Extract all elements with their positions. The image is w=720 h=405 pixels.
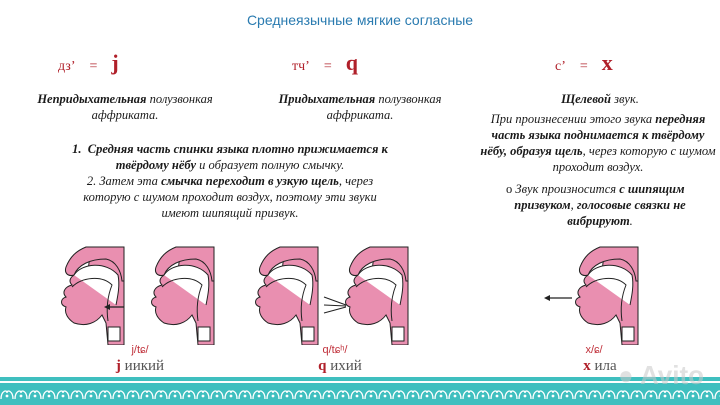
- cyrillic-sound: тч’: [292, 59, 310, 74]
- head-diagram-q-closed: [256, 247, 319, 345]
- desc-bold: Непридыхательная: [37, 92, 147, 106]
- word-letter: j: [115, 358, 121, 374]
- head-diagram-j-open: [152, 247, 215, 345]
- equals-sign: =: [89, 59, 98, 74]
- note-bold: Средняя часть спинки языка плотно прижимается к твёрдому нёбу: [87, 142, 388, 172]
- word-rest: ихий: [330, 358, 362, 374]
- desc-rest: звук.: [610, 92, 639, 106]
- word-rest: иикий: [124, 358, 165, 374]
- note-1: [50, 141, 410, 173]
- note-mid: ,: [570, 198, 577, 212]
- equation-x: [555, 50, 613, 76]
- note-rest: и образует полную смычку.: [196, 158, 345, 172]
- note-2: [50, 173, 410, 221]
- example-word-j: [90, 358, 190, 375]
- bullet-icon: o: [506, 182, 513, 196]
- equation-q: [292, 50, 358, 76]
- desc-bold: Щелевой: [561, 92, 611, 106]
- desc-bold: Придыхательная: [278, 92, 376, 106]
- articulation-diagrams: [0, 245, 720, 345]
- note-bold: смычка переходит в узкую щель: [161, 174, 339, 188]
- note-rest: , через которую с шумом проходит воздух, поэтому эти звуки имеют шипящий призвук.: [83, 174, 377, 220]
- note-bold: голосовые связки не вибрируют: [567, 198, 686, 228]
- cyrillic-sound: дз’: [58, 59, 76, 74]
- cyrillic-sound: с’: [555, 59, 566, 74]
- desc-rest: полузвонкая аффриката.: [326, 92, 442, 122]
- word-letter: q: [318, 358, 327, 374]
- description-j: [20, 91, 230, 123]
- note-bold: передняя часть языка поднимается к твёрдому нёбу, образуя щель: [480, 112, 706, 158]
- note-end: .: [629, 214, 633, 228]
- description-x: [520, 91, 680, 107]
- equals-sign: =: [323, 59, 332, 74]
- note-rest: , через которую с шумом проходит воздух.: [552, 144, 716, 174]
- fricative-note-1: [478, 111, 718, 175]
- word-rest: ила: [594, 358, 617, 374]
- equals-sign: =: [579, 59, 588, 74]
- desc-rest: полузвонкая аффриката.: [91, 92, 213, 122]
- airflow-arrows-icon: [324, 297, 346, 313]
- ipa-x: x/ɕ/: [585, 344, 603, 356]
- note-start: При произнесении этого звука: [490, 112, 656, 126]
- head-diagram-x: [576, 247, 639, 345]
- note-start: Звук произносится: [515, 182, 620, 196]
- description-q: [255, 91, 465, 123]
- head-diagram-q-open: [346, 247, 409, 345]
- fricative-note-2: [478, 181, 718, 229]
- ipa-j: j/tɕ/: [131, 344, 149, 356]
- pinyin-letter: x: [601, 50, 613, 75]
- pinyin-letter: j: [111, 50, 119, 75]
- note-bold: с шипящим призвуком: [514, 182, 685, 212]
- ipa-q: q/tɕʰ/: [322, 344, 348, 356]
- word-letter: x: [583, 358, 591, 374]
- ornamental-border: [0, 377, 720, 405]
- fricative-notes: [478, 111, 718, 229]
- note-start: 2. Затем эта: [86, 174, 162, 188]
- example-word-q: [290, 358, 390, 375]
- equation-j: [58, 50, 119, 76]
- watermark-logo: ● Avito: [618, 360, 704, 390]
- head-diagram-j-closed: [62, 247, 125, 345]
- affricate-notes: [50, 141, 410, 221]
- note-number: 1.: [72, 142, 82, 156]
- slide-title: Среднеязычные мягкие согласные: [246, 12, 474, 28]
- pinyin-letter: q: [345, 50, 358, 75]
- airflow-arrow-icon: [544, 295, 572, 301]
